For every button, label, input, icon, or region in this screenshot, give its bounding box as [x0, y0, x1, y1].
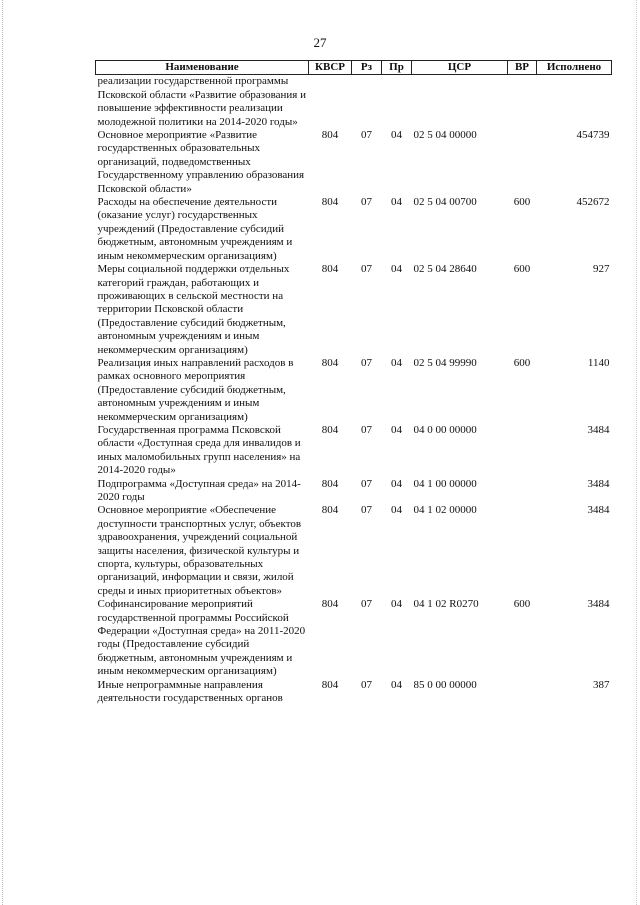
cell-name: Софинансирование мероприятий государственной программы Российской Федерации «Доступная среда» на 2011-2020 годы (Предоставление субсидий бюджетным, автономным учреждениям и иным некоммерческим организациям) — [97, 598, 306, 678]
cell-pr: 04 — [391, 598, 402, 611]
cell-name: Меры социальной поддержки отдельных категорий граждан, работающих и проживающих в сельской местности на территории Псковской области (Предоставление субсидий бюджетным, автономным учреждениям и иным некоммерческим организациям) — [97, 263, 290, 356]
table-row — [96, 598, 612, 678]
cell-csr: 85 0 00 00000 — [413, 678, 477, 691]
table-row — [96, 504, 612, 598]
scan-edge-left — [2, 0, 4, 905]
cell-vr: 600 — [513, 598, 531, 611]
cell-csr: 04 1 00 00000 — [413, 477, 477, 490]
budget-table — [95, 60, 612, 706]
cell-name: Основное мероприятие «Обеспечение доступности транспортных услуг, объектов здравоохранения, учреждений социальной защиты населения, физической культуры и спорта, культуры, образовательных организаций, информации и связи, жилой среды и иных приоритетных объектов» — [97, 504, 302, 597]
cell-name: Основное мероприятие «Развитие государственных образовательных организаций, подведомственных Государственному управлению образования Псковской области» — [97, 129, 305, 195]
cell-executed: 3484 — [587, 504, 610, 517]
cell-kvsr: 804 — [321, 678, 339, 691]
cell-csr: 02 5 04 28640 — [413, 263, 477, 276]
table-row — [96, 424, 612, 478]
cell-pr: 04 — [391, 504, 402, 517]
cell-rz: 07 — [361, 504, 372, 517]
header-vr: ВР — [508, 61, 537, 75]
cell-name: Подпрограмма «Доступная среда» на 2014-2020 годы — [97, 477, 301, 503]
cell-vr — [508, 504, 537, 598]
table-row — [96, 679, 612, 706]
cell-csr: 02 5 04 99990 — [413, 356, 477, 369]
scan-edge-right — [636, 0, 638, 905]
cell-pr: 04 — [391, 477, 402, 490]
header-csr: ЦСР — [412, 61, 508, 75]
cell-csr: 02 5 04 00700 — [413, 196, 477, 209]
cell-executed: 3484 — [587, 477, 610, 490]
cell-executed: 387 — [593, 678, 610, 691]
page-number: 27 — [313, 35, 327, 50]
cell-vr — [508, 129, 537, 196]
cell-executed: 452672 — [576, 196, 610, 209]
cell-executed — [537, 75, 612, 129]
table-header-row — [96, 61, 612, 75]
cell-name: Расходы на обеспечение деятельности (оказание услуг) государственных учреждений (Предоставление субсидий бюджетным, автономным учреждениям и иным некоммерческим организациям) — [97, 196, 293, 262]
cell-pr: 04 — [391, 129, 402, 142]
cell-kvsr: 804 — [321, 196, 339, 209]
cell-kvsr: 804 — [321, 129, 339, 142]
table-row — [96, 357, 612, 424]
cell-csr — [412, 75, 508, 129]
cell-vr: 600 — [513, 196, 531, 209]
cell-csr: 04 0 00 00000 — [413, 423, 477, 436]
cell-pr: 04 — [391, 356, 402, 369]
header-executed: Исполнено — [537, 61, 612, 75]
cell-kvsr: 804 — [321, 263, 339, 276]
cell-vr — [508, 424, 537, 478]
cell-pr: 04 — [391, 423, 402, 436]
table-row — [96, 263, 612, 357]
cell-csr: 04 1 02 00000 — [413, 504, 477, 517]
cell-executed: 454739 — [576, 129, 610, 142]
cell-rz: 07 — [361, 598, 372, 611]
table-row — [96, 75, 612, 129]
cell-rz: 07 — [361, 263, 372, 276]
cell-rz: 07 — [361, 196, 372, 209]
cell-executed: 927 — [593, 263, 610, 276]
cell-pr — [382, 75, 412, 129]
table-row — [96, 196, 612, 263]
cell-rz: 07 — [361, 477, 372, 490]
cell-pr: 04 — [391, 263, 402, 276]
cell-rz — [352, 75, 382, 129]
header-kvsr: КВСР — [309, 61, 352, 75]
cell-rz: 07 — [361, 356, 372, 369]
cell-name: Государственная программа Псковской области «Доступная среда для инвалидов и иных маломобильных групп населения» на 2014-2020 годы» — [97, 423, 301, 477]
cell-vr — [508, 679, 537, 706]
cell-kvsr — [309, 75, 352, 129]
cell-name: Реализация иных направлений расходов в рамках основного мероприятия (Предоставление субсидий бюджетным, автономным учреждениям и иным некоммерческим организациям) — [97, 356, 294, 423]
cell-csr: 04 1 02 R0270 — [413, 598, 479, 611]
cell-csr: 02 5 04 00000 — [413, 129, 477, 142]
cell-pr: 04 — [391, 678, 402, 691]
cell-name: реализации государственной программы Псковской области «Развитие образования и повышение эффективности реализации молодежной политики на 2014-2020 годы» — [97, 75, 306, 128]
cell-kvsr: 804 — [321, 356, 339, 369]
cell-kvsr: 804 — [321, 504, 339, 517]
cell-executed: 3484 — [587, 423, 610, 436]
cell-kvsr: 804 — [321, 477, 339, 490]
cell-executed: 1140 — [587, 356, 610, 369]
header-pr: Пр — [382, 61, 412, 75]
cell-name: Иные непрограммные направления деятельности государственных органов — [97, 678, 283, 705]
cell-kvsr: 804 — [321, 598, 339, 611]
cell-vr: 600 — [513, 263, 531, 276]
header-rz: Рз — [352, 61, 382, 75]
cell-vr — [508, 478, 537, 505]
cell-pr: 04 — [391, 196, 402, 209]
header-name: Наименование — [96, 61, 309, 75]
cell-rz: 07 — [361, 423, 372, 436]
cell-executed: 3484 — [587, 598, 610, 611]
cell-vr — [508, 75, 537, 129]
cell-vr: 600 — [513, 356, 531, 369]
table-body — [96, 75, 612, 706]
cell-rz: 07 — [361, 678, 372, 691]
table-row — [96, 478, 612, 505]
table-row — [96, 129, 612, 196]
cell-rz: 07 — [361, 129, 372, 142]
cell-kvsr: 804 — [321, 423, 339, 436]
